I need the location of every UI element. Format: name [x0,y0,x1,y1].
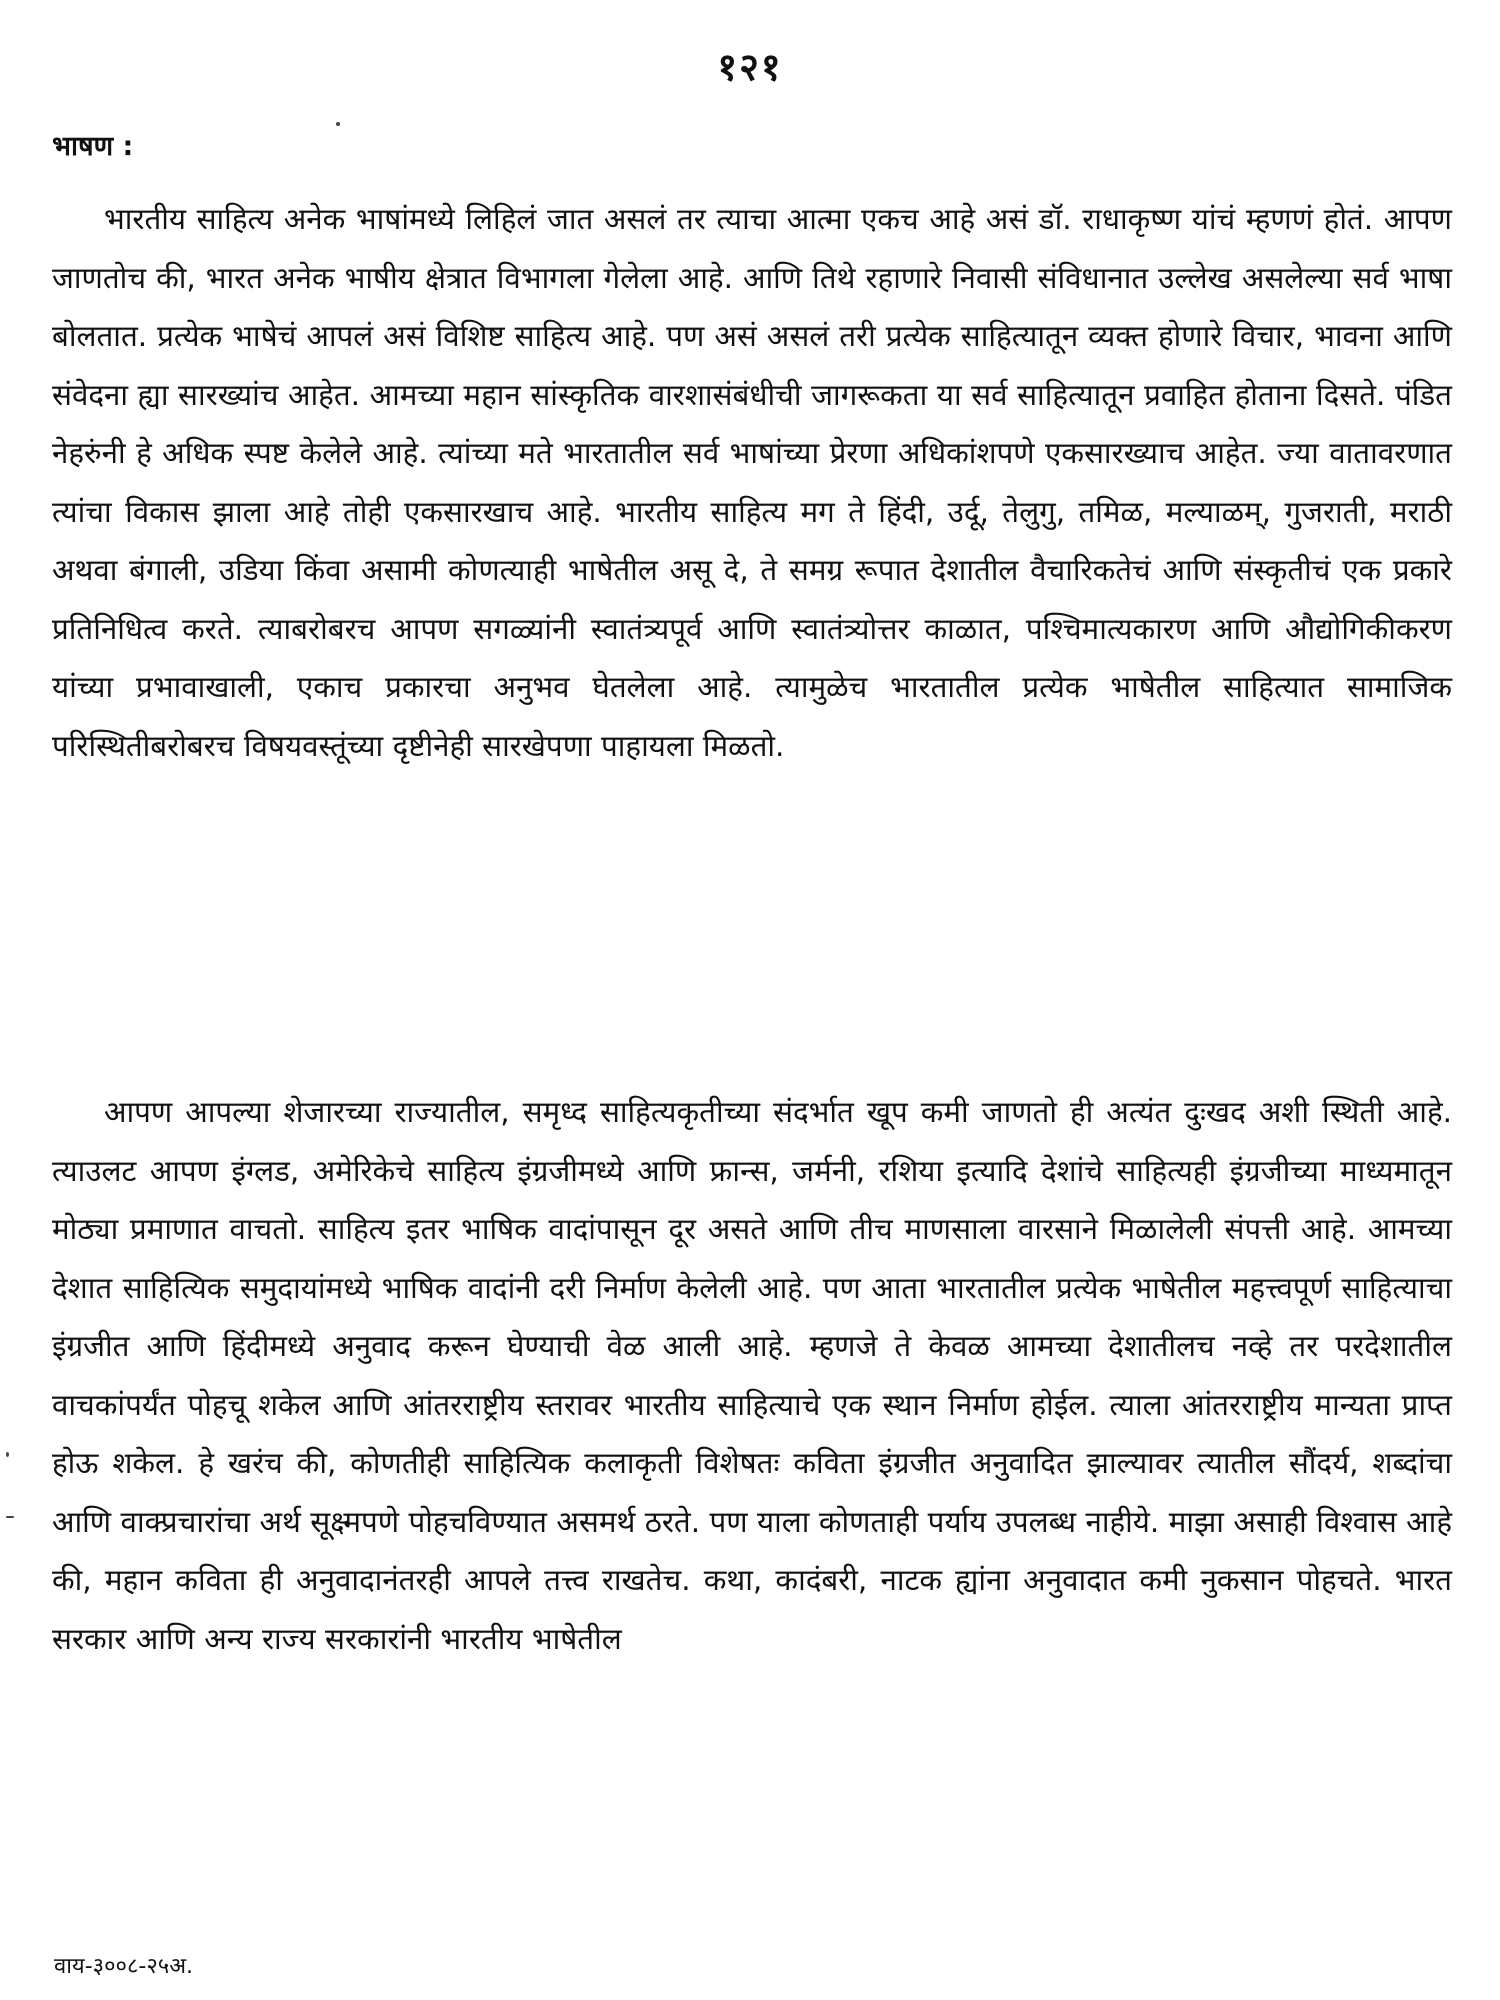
footer-document-code: वाय-३००८-२५अ. [54,1954,194,1979]
section-heading: भाषण : [52,131,134,162]
scan-speck [6,1516,14,1518]
scan-speck [336,122,340,126]
scan-speck [6,1452,9,1457]
paragraph-2: आपण आपल्या शेजारच्या राज्यातील, समृध्द साहित्यकृतीच्या संदर्भात खूप कमी जाणतो ही अत्यंत दुःखद अशी स्थिती आहे. त्याउलट आपण इंग्लड, अमेरिकेचे साहित्य इंग्रजीमध्ये आणि फ्रान्स, जर्मनी, रशिया इत्यादि देशांचे साहित्यही इंग्रजीच्या माध्यमातून मोठ्या प्रमाणात वाचतो. साहित्य इतर भाषिक वादांपासून दूर असते आणि तीच माणसाला वारसाने मिळालेली संपत्ती आहे. आमच्या देशात साहित्यिक समुदायांमध्ये भाषिक वादांनी दरी निर्माण केलेली आहे. पण आता भारतातील प्रत्येक भाषेतील महत्त्वपूर्ण साहित्याचा इंग्रजीत आणि हिंदीमध्ये अनुवाद करून घेण्याची वेळ आली आहे. म्हणजे ते केवळ आमच्या देशातीलच नव्हे तर परदेशातील वाचकांपर्यंत पोहचू शकेल आणि आंतरराष्ट्रीय स्तरावर भारतीय साहित्याचे एक स्थान निर्माण होईल. त्याला आंतरराष्ट्रीय मान्यता प्राप्त होऊ शकेल. हे खरंच की, कोणतीही साहित्यिक कलाकृती विशेषतः कविता इंग्रजीत अनुवादित झाल्यावर त्यातील सौंदर्य, शब्दांचा आणि वाक्प्रचारांचा अर्थ सूक्ष्मपणे पोहचविण्यात असमर्थ ठरते. पण याला कोणताही पर्याय उपलब्ध नाहीये. माझा असाही विश्वास आहे की, महान कविता ही अनुवादानंतरही आपले तत्त्व राखतेच. कथा, कादंबरी, नाटक ह्यांना अनुवादात कमी नुकसान पोहचते. भारत सरकार आणि अन्य राज्य सरकारांनी भारतीय भाषेतील [52,1095,1452,1656]
page-number: १२१ [717,45,783,89]
paragraph-1: भारतीय साहित्य अनेक भाषांमध्ये लिहिलं जात असलं तर त्याचा आत्मा एकच आहे असं डॉ. राधाकृष्ण यांचं म्हणणं होतं. आपण जाणतोच की, भारत अनेक भाषीय क्षेत्रात विभागला गेलेला आहे. आणि तिथे रहाणारे निवासी संविधानात उल्लेख असलेल्या सर्व भाषा बोलतात. प्रत्येक भाषेचं आपलं असं विशिष्ट साहित्य आहे. पण असं असलं तरी प्रत्येक साहित्यातून व्यक्त होणारे विचार, भावना आणि संवेदना ह्या सारख्यांच आहेत. आमच्या महान सांस्कृतिक वारशासंबंधीची जागरूकता या सर्व साहित्यातून प्रवाहित होताना दिसते. पंडित नेहरुंनी हे अधिक स्पष्ट केलेले आहे. त्यांच्या मते भारतातील सर्व भाषांच्या प्रेरणा अधिकांशपणे एकसारख्याच आहेत. ज्या वातावरणात त्यांचा विकास झाला आहे तोही एकसारखाच आहे. भारतीय साहित्य मग ते हिंदी, उर्दू, तेलुगु, तमिळ, मल्याळम्, गुजराती, मराठी अथवा बंगाली, उडिया किंवा असामी कोणत्याही भाषेतील असू दे, ते समग्र रूपात देशातील वैचारिकतेचं आणि संस्कृतीचं एक प्रकारे प्रतिनिधित्व करते. त्याबरोबरच आपण सगळ्यांनी स्वातंत्र्यपूर्व आणि स्वातंत्र्योत्तर काळात, पश्चिमात्यकारण आणि औद्योगिकीकरण यांच्या प्रभावाखाली, एकाच प्रकारचा अनुभव घेतलेला आहे. त्यामुळेच भारतातील प्रत्येक भाषेतील साहित्यात सामाजिक परिस्थितीबरोबरच विषयवस्तूंच्या दृष्टीनेही सारखेपणा पाहायला मिळतो. [52,202,1452,763]
